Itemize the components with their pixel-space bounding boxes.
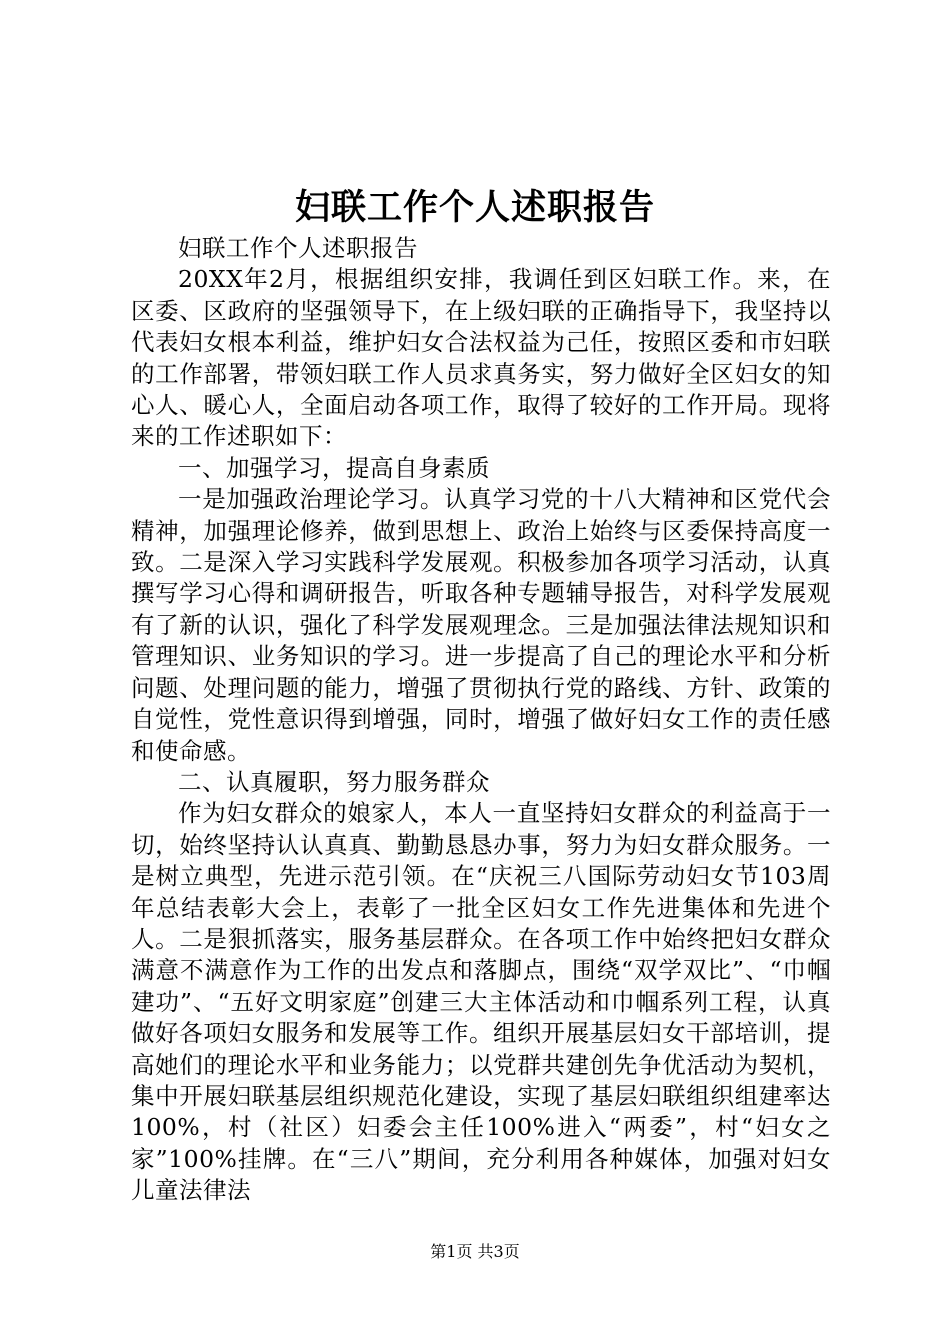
document-subtitle: 妇联工作个人述职报告 — [178, 234, 418, 262]
intro-paragraph: 20XX年2月，根据组织安排，我调任到区妇联工作。来，在区委、区政府的坚强领导下，在上级妇联的正确指导下，我坚持以代表妇女根本利益，维护妇女合法权益为己任，按照区委和市妇联的工作部署，带领妇联工作人员求真务实，努力做好全区妇女的知心人、暖心人，全面启动各项工作，取得了较好的工作开局。现将来的工作述职如下： — [131, 265, 831, 451]
section-2-heading: 二、认真履职，努力服务群众 — [178, 767, 490, 796]
section-1-heading: 一、加强学习，提高自身素质 — [178, 453, 490, 482]
section-2-paragraph: 作为妇女群众的娘家人，本人一直坚持妇女群众的利益高于一切，始终坚持认认真真、勤勤恳恳办事，努力为妇女群众服务。一是树立典型，先进示范引领。在“庆祝三八国际劳动妇女节103周年总结表彰大会上，表彰了一批全区妇女工作先进集体和先进个人。二是狠抓落实，服务基层群众。在各项工作中始终把妇女群众满意不满意作为工作的出发点和落脚点，围绕“双学双比”、“巾帼建功”、“五好文明家庭”创建三大主体活动和巾帼系列工程，认真做好各项妇女服务和发展等工作。组织开展基层妇女干部培训，提高她们的理论水平和业务能力；以党群共建创先争优活动为契机，集中开展妇联基层组织规范化建设，实现了基层妇联组织组建率达100%，村（社区）妇委会主任100%进入“两委”，村“妇女之家”100%挂牌。在“三八”期间，充分利用各种媒体，加强对妇女儿童法律法 — [131, 799, 831, 1205]
document-title: 妇联工作个人述职报告 — [294, 187, 655, 228]
document-body — [131, 233, 831, 1207]
section-1-paragraph: 一是加强政治理论学习。认真学习党的十八大精神和区党代会精神，加强理论修养，做到思想上、政治上始终与区委保持高度一致。二是深入学习实践科学发展观。积极参加各项学习活动，认真撰写学习心得和调研报告，听取各种专题辅导报告，对科学发展观有了新的认识，强化了科学发展观理念。三是加强法律法规知识和管理知识、业务知识的学习。进一步提高了自己的理论水平和分析问题、处理问题的能力，增强了贯彻执行党的路线、方针、政策的自觉性，党性意识得到增强，同时，增强了做好妇女工作的责任感和使命感。 — [131, 485, 831, 765]
page-footer: 第1页 共3页 — [430, 1242, 520, 1261]
